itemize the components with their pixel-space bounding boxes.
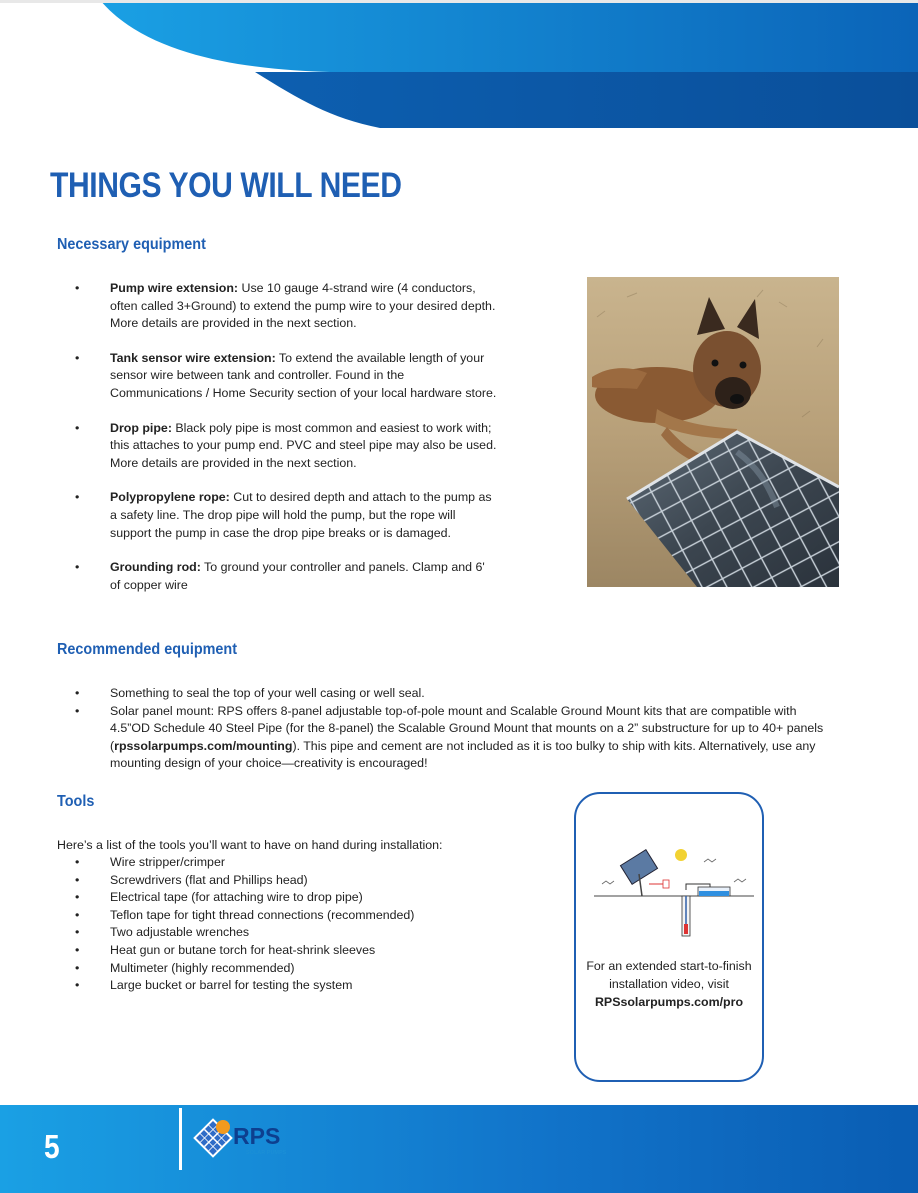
bullet-icon: • [75,925,80,940]
bullet-icon: • [75,890,80,905]
header-wave-graphic [0,0,918,130]
bullet-icon: • [75,560,80,575]
list-item [57,960,537,978]
item-label: Drop pipe: [110,420,172,435]
page-number: 5 [44,1128,60,1165]
list-item [57,924,537,942]
bullet-icon: • [75,907,80,922]
list-item [57,703,837,773]
recommended-equipment-heading: Recommended equipment [57,641,238,658]
video-callout-text [576,957,762,1011]
list-item [57,685,837,703]
item-label: Grounding rod: [110,560,201,575]
bullet-icon: • [75,490,80,505]
logo-text: RPS [233,1123,281,1149]
item-text: Black poly pipe is most common and easiest to work with; this attaches to your pump end. PVC and steel pipe may also be used. More details are provided in the next section. [110,420,497,470]
necessary-equipment-heading: Necessary equipment [57,236,206,253]
list-item [57,280,497,333]
list-item [57,559,497,594]
item-text: Wire stripper/crimper [110,855,225,869]
list-item [57,942,537,960]
bullet-icon: • [75,978,80,993]
page-title: THINGS YOU WILL NEED [50,166,402,205]
item-text: Solar panel mount: RPS offers 8-panel adjustable top-of-pole mount and Scalable Ground Mount kits that are compatible with 4.5”OD Schedule 40 Steel Pipe (for the 8-panel) the Scalable Ground Mount that mounts on a 2” substructure for up to 40+ panels ( [110,703,824,753]
item-text: Large bucket or barrel for testing the system [110,978,353,993]
list-item [57,350,497,403]
list-item [57,907,537,925]
bullet-icon: • [75,281,80,295]
item-text: Cut to desired depth and attach to the pump as a safety line. The drop pipe will hold the pump, but the rope will support the pump in case the drop pipe breaks or is damaged. [110,490,492,540]
item-label: Tank sensor wire extension: [110,350,276,365]
list-item [57,854,537,872]
bullet-icon: • [75,942,80,957]
bullet-icon: • [75,872,80,887]
item-text: Two adjustable wrenches [110,925,250,940]
bullet-icon: • [75,350,80,365]
item-text: Heat gun or butane torch for heat-shrink sleeves [110,942,376,957]
bullet-icon: • [75,855,80,869]
installation-video-callout[interactable] [574,792,764,1082]
item-text: Multimeter (highly recommended) [110,960,295,975]
item-text: Something to seal the top of your well casing or well seal. [110,686,425,700]
item-text: Electrical tape (for attaching wire to drop pipe) [110,890,363,905]
item-text: Screwdrivers (flat and Phillips head) [110,872,308,887]
list-item [57,889,537,907]
list-item [57,420,497,473]
item-text: ). This pipe and cement are not included as it is too bulky to ship with kits. Alternatively, use any mounting design of your choice—creativity is encouraged! [110,738,816,771]
tools-intro: Here’s a list of the tools you’ll want to have on hand during installation: [57,838,443,852]
tools-list [57,854,537,995]
footer-divider [179,1108,182,1170]
bullet-icon: • [75,703,80,718]
bullet-icon: • [75,686,80,700]
item-text: Use 10 gauge 4-strand wire (4 conductors, often called 3+Ground) to extend the pump wire to your desired depth. More details are provided in the next section. [110,281,496,331]
bullet-icon: • [75,420,80,435]
item-text: To ground your controller and panels. Clamp and 6' of copper wire [110,560,485,592]
necessary-equipment-list [57,280,497,611]
rps-solar-pumps-logo [193,1112,313,1164]
item-label: Pump wire extension: [110,281,239,295]
item-text: Teflon tape for tight thread connections (recommended) [110,907,415,922]
item-label: Polypropylene rope: [110,490,230,505]
puppy-solar-panel-photo [587,277,839,587]
page-footer [0,1105,918,1193]
list-item [57,977,537,995]
bullet-icon: • [75,960,80,975]
video-callout-link[interactable]: RPSsolarpumps.com/pro [594,995,744,1009]
recommended-equipment-list [57,685,837,773]
item-text: To extend the available length of your sensor wire between tank and controller. Found in the Communications / Home Security section of your local hardware store. [110,350,497,400]
logo-subtext: SOLAR PUMPS [246,1150,287,1156]
list-item [57,489,497,542]
solar-pump-system-diagram [594,844,754,939]
mounting-link[interactable]: rpssolarpumps.com/mounting [114,738,293,753]
list-item [57,872,537,890]
video-callout-description: For an extended start-to-finish installation video, visit [586,959,752,991]
tools-heading: Tools [57,793,95,810]
